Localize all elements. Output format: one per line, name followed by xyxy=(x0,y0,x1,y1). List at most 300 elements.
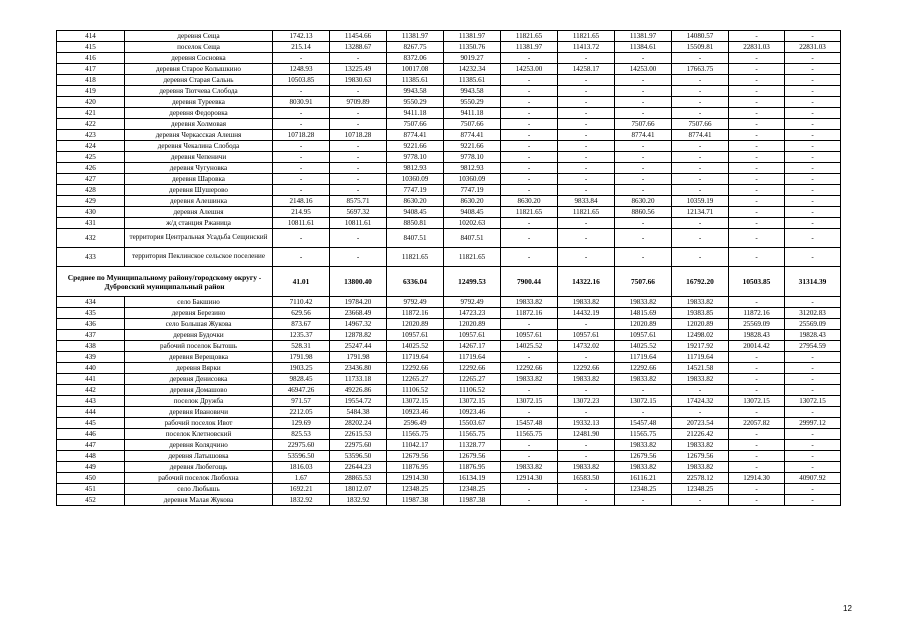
value-cell: 11987.38 xyxy=(387,495,444,506)
value-cell: 19833.82 xyxy=(501,374,558,385)
value-cell: - xyxy=(273,141,330,152)
value-cell: - xyxy=(785,229,841,248)
value-cell: - xyxy=(785,484,841,495)
settlement-name-cell: деревня Малая Жукова xyxy=(125,495,273,506)
value-cell: - xyxy=(558,484,615,495)
value-cell: - xyxy=(729,185,785,196)
settlement-name-cell: деревня Чекалина Слобода xyxy=(125,141,273,152)
value-cell: 2212.05 xyxy=(273,407,330,418)
value-cell: 8407.51 xyxy=(387,229,444,248)
average-row xyxy=(57,267,841,297)
value-cell: 53596.50 xyxy=(273,451,330,462)
value-cell: 10503.85 xyxy=(273,75,330,86)
row-number-cell: 414 xyxy=(57,31,125,42)
table-row xyxy=(57,108,841,119)
value-cell: - xyxy=(330,108,387,119)
value-cell: 9778.10 xyxy=(387,152,444,163)
value-cell: - xyxy=(729,141,785,152)
value-cell: - xyxy=(729,352,785,363)
value-cell: - xyxy=(729,86,785,97)
value-cell: - xyxy=(615,218,672,229)
value-cell: 12679.56 xyxy=(615,451,672,462)
value-cell: - xyxy=(729,248,785,267)
value-cell: - xyxy=(785,108,841,119)
value-cell: 19833.82 xyxy=(615,297,672,308)
value-cell: 19833.82 xyxy=(558,374,615,385)
value-cell: - xyxy=(558,174,615,185)
table-row xyxy=(57,418,841,429)
value-cell: 11381.97 xyxy=(387,31,444,42)
value-cell: 1791.98 xyxy=(330,352,387,363)
value-cell: 19833.82 xyxy=(501,462,558,473)
value-cell: - xyxy=(558,248,615,267)
value-cell: - xyxy=(273,152,330,163)
value-cell: 10718.28 xyxy=(330,130,387,141)
value-cell: - xyxy=(785,429,841,440)
value-cell: - xyxy=(672,152,729,163)
value-cell: 11565.75 xyxy=(501,429,558,440)
table-body-average xyxy=(57,267,841,297)
value-cell: 12292.66 xyxy=(387,363,444,374)
settlement-name-cell: территория Центральная Усадьба Сещинский xyxy=(125,229,273,248)
value-cell: 14025.52 xyxy=(501,341,558,352)
value-cell: 8850.81 xyxy=(387,218,444,229)
value-cell: 11821.65 xyxy=(501,31,558,42)
value-cell: - xyxy=(501,97,558,108)
table-row xyxy=(57,97,841,108)
value-cell: - xyxy=(672,407,729,418)
row-number-cell: 416 xyxy=(57,53,125,64)
average-cell: 10503.85 xyxy=(729,267,785,297)
value-cell: - xyxy=(558,407,615,418)
value-cell: 10718.28 xyxy=(273,130,330,141)
value-cell: 11821.65 xyxy=(444,248,501,267)
value-cell: 10957.61 xyxy=(558,330,615,341)
table-row xyxy=(57,42,841,53)
value-cell: - xyxy=(729,429,785,440)
value-cell: - xyxy=(501,163,558,174)
value-cell: 1832.92 xyxy=(330,495,387,506)
value-cell: - xyxy=(785,462,841,473)
value-cell: - xyxy=(672,185,729,196)
value-cell: - xyxy=(330,248,387,267)
value-cell: 11565.75 xyxy=(444,429,501,440)
value-cell: - xyxy=(785,385,841,396)
value-cell: 528.31 xyxy=(273,341,330,352)
table-row xyxy=(57,352,841,363)
value-cell: - xyxy=(330,86,387,97)
table-row xyxy=(57,86,841,97)
value-cell: - xyxy=(615,108,672,119)
value-cell: 25569.09 xyxy=(785,319,841,330)
settlement-name-cell: деревня Сеща xyxy=(125,31,273,42)
value-cell: 9408.45 xyxy=(387,207,444,218)
value-cell: 14025.52 xyxy=(387,341,444,352)
table-row xyxy=(57,385,841,396)
row-number-cell: 418 xyxy=(57,75,125,86)
row-number-cell: 428 xyxy=(57,185,125,196)
value-cell: - xyxy=(785,451,841,462)
value-cell: 12481.90 xyxy=(558,429,615,440)
settlement-name-cell: деревня Старая Сальнь xyxy=(125,75,273,86)
value-cell: - xyxy=(501,229,558,248)
row-number-cell: 424 xyxy=(57,141,125,152)
value-cell: - xyxy=(558,451,615,462)
value-cell: 11821.65 xyxy=(558,207,615,218)
value-cell: 8774.41 xyxy=(444,130,501,141)
value-cell: - xyxy=(672,97,729,108)
row-number-cell: 442 xyxy=(57,385,125,396)
table-row xyxy=(57,229,841,248)
value-cell: 11385.61 xyxy=(387,75,444,86)
value-cell: - xyxy=(785,407,841,418)
settlement-name-cell: поселок Дружба xyxy=(125,396,273,407)
value-cell: - xyxy=(615,141,672,152)
value-cell: - xyxy=(558,86,615,97)
value-cell: - xyxy=(672,108,729,119)
value-cell: 10359.19 xyxy=(672,196,729,207)
settlement-name-cell: село Любышь xyxy=(125,484,273,495)
value-cell: - xyxy=(558,152,615,163)
settlement-name-cell: деревня Алешня xyxy=(125,207,273,218)
value-cell: - xyxy=(501,185,558,196)
value-cell: 2596.49 xyxy=(387,418,444,429)
value-cell: 19217.92 xyxy=(672,341,729,352)
value-cell: 11381.97 xyxy=(615,31,672,42)
value-cell: 11876.95 xyxy=(444,462,501,473)
value-cell: 19833.82 xyxy=(672,374,729,385)
value-cell: - xyxy=(672,141,729,152)
value-cell: 11381.97 xyxy=(444,31,501,42)
settlement-name-cell: деревня Вярки xyxy=(125,363,273,374)
value-cell: 16583.50 xyxy=(558,473,615,484)
settlement-name-cell: деревня Сосновка xyxy=(125,53,273,64)
value-cell: - xyxy=(501,440,558,451)
value-cell: 11821.65 xyxy=(501,207,558,218)
row-number-cell: 425 xyxy=(57,152,125,163)
value-cell: 7507.66 xyxy=(672,119,729,130)
value-cell: - xyxy=(558,185,615,196)
row-number-cell: 432 xyxy=(57,229,125,248)
value-cell: 8774.41 xyxy=(615,130,672,141)
value-cell: 214.95 xyxy=(273,207,330,218)
average-cell: 41.01 xyxy=(273,267,330,297)
value-cell: 25247.44 xyxy=(330,341,387,352)
value-cell: - xyxy=(729,108,785,119)
value-cell: 9709.89 xyxy=(330,97,387,108)
value-cell: - xyxy=(501,141,558,152)
value-cell: 10957.61 xyxy=(444,330,501,341)
settlement-name-cell: деревня Чугуновка xyxy=(125,163,273,174)
value-cell: 11350.76 xyxy=(444,42,501,53)
value-cell: 14253.00 xyxy=(501,64,558,75)
settlement-name-cell: деревня Шаровка xyxy=(125,174,273,185)
settlement-name-cell: деревня Алешинка xyxy=(125,196,273,207)
value-cell: 10017.08 xyxy=(387,64,444,75)
value-cell: - xyxy=(729,130,785,141)
settlement-name-cell: территория Пеклинское сельское поселение xyxy=(125,248,273,267)
value-cell: - xyxy=(672,75,729,86)
value-cell: - xyxy=(729,363,785,374)
value-cell: 10811.61 xyxy=(273,218,330,229)
value-cell: 13072.15 xyxy=(785,396,841,407)
value-cell: 11565.75 xyxy=(615,429,672,440)
value-cell: 53596.50 xyxy=(330,451,387,462)
value-cell: - xyxy=(785,495,841,506)
value-cell: - xyxy=(785,75,841,86)
value-cell: - xyxy=(501,152,558,163)
value-cell: 11381.97 xyxy=(501,42,558,53)
value-cell: 9550.29 xyxy=(387,97,444,108)
value-cell: 31202.83 xyxy=(785,308,841,319)
cadastral-value-table xyxy=(56,30,841,506)
value-cell: - xyxy=(729,495,785,506)
average-cell: 7507.66 xyxy=(615,267,672,297)
value-cell: 8575.71 xyxy=(330,196,387,207)
table-row xyxy=(57,396,841,407)
settlement-name-cell: деревня Денисовка xyxy=(125,374,273,385)
value-cell: - xyxy=(729,152,785,163)
settlement-name-cell: поселок Сеща xyxy=(125,42,273,53)
value-cell: 28202.24 xyxy=(330,418,387,429)
value-cell: - xyxy=(273,119,330,130)
settlement-name-cell: деревня Любегощь xyxy=(125,462,273,473)
value-cell: - xyxy=(785,174,841,185)
value-cell: 22057.82 xyxy=(729,418,785,429)
value-cell: 9943.58 xyxy=(444,86,501,97)
value-cell: 10957.61 xyxy=(387,330,444,341)
value-cell: - xyxy=(273,86,330,97)
value-cell: 28865.53 xyxy=(330,473,387,484)
value-cell: - xyxy=(273,53,330,64)
value-cell: - xyxy=(558,440,615,451)
value-cell: - xyxy=(785,86,841,97)
value-cell: 15503.67 xyxy=(444,418,501,429)
row-number-cell: 444 xyxy=(57,407,125,418)
value-cell: 12292.66 xyxy=(501,363,558,374)
row-number-cell: 430 xyxy=(57,207,125,218)
value-cell: 13072.15 xyxy=(387,396,444,407)
value-cell: 873.67 xyxy=(273,319,330,330)
value-cell: - xyxy=(785,196,841,207)
row-number-cell: 447 xyxy=(57,440,125,451)
table-row xyxy=(57,218,841,229)
value-cell: - xyxy=(672,53,729,64)
table-body-bottom xyxy=(57,297,841,506)
value-cell: 11565.75 xyxy=(387,429,444,440)
value-cell: - xyxy=(558,218,615,229)
value-cell: 1903.25 xyxy=(273,363,330,374)
table-row xyxy=(57,119,841,130)
value-cell: 12914.30 xyxy=(729,473,785,484)
table-row xyxy=(57,319,841,330)
value-cell: 7747.19 xyxy=(387,185,444,196)
value-cell: 13072.15 xyxy=(615,396,672,407)
table-row xyxy=(57,130,841,141)
value-cell: 1742.13 xyxy=(273,31,330,42)
average-cell: 13800.40 xyxy=(330,267,387,297)
value-cell: 9550.29 xyxy=(444,97,501,108)
value-cell: 21226.42 xyxy=(672,429,729,440)
table-row xyxy=(57,429,841,440)
value-cell: 11821.65 xyxy=(558,31,615,42)
value-cell: - xyxy=(558,53,615,64)
value-cell: 13072.15 xyxy=(501,396,558,407)
table-row xyxy=(57,440,841,451)
value-cell: 9221.66 xyxy=(387,141,444,152)
row-number-cell: 437 xyxy=(57,330,125,341)
value-cell: 14253.00 xyxy=(615,64,672,75)
price-table-sheet xyxy=(56,30,840,506)
value-cell: - xyxy=(785,64,841,75)
value-cell: 22831.03 xyxy=(785,42,841,53)
row-number-cell: 415 xyxy=(57,42,125,53)
row-number-cell: 423 xyxy=(57,130,125,141)
value-cell: 11328.77 xyxy=(444,440,501,451)
value-cell: 22644.23 xyxy=(330,462,387,473)
value-cell: 17424.32 xyxy=(672,396,729,407)
value-cell: 22975.60 xyxy=(330,440,387,451)
value-cell: - xyxy=(558,229,615,248)
value-cell: - xyxy=(729,196,785,207)
value-cell: 19332.13 xyxy=(558,418,615,429)
value-cell: 17663.75 xyxy=(672,64,729,75)
value-cell: - xyxy=(501,174,558,185)
value-cell: 13072.23 xyxy=(558,396,615,407)
value-cell: 971.57 xyxy=(273,396,330,407)
row-number-cell: 438 xyxy=(57,341,125,352)
value-cell: - xyxy=(615,75,672,86)
table-body-top xyxy=(57,31,841,267)
value-cell: 19833.82 xyxy=(672,462,729,473)
value-cell: - xyxy=(672,174,729,185)
average-label: Среднее по Муниципальному району/городскому округу - Дубровский муниципальный район xyxy=(57,267,273,297)
average-cell: 12499.53 xyxy=(444,267,501,297)
value-cell: 11454.66 xyxy=(330,31,387,42)
value-cell: 5697.32 xyxy=(330,207,387,218)
value-cell: - xyxy=(785,141,841,152)
average-cell: 7900.44 xyxy=(501,267,558,297)
value-cell: - xyxy=(330,119,387,130)
value-cell: 15457.48 xyxy=(501,418,558,429)
value-cell: 40907.92 xyxy=(785,473,841,484)
table-row xyxy=(57,363,841,374)
page-number: 12 xyxy=(843,604,852,613)
settlement-name-cell: деревня Ивановичи xyxy=(125,407,273,418)
settlement-name-cell: деревня Колядчино xyxy=(125,440,273,451)
value-cell: 19833.82 xyxy=(558,462,615,473)
table-row xyxy=(57,451,841,462)
value-cell: 10923.46 xyxy=(444,407,501,418)
table-row xyxy=(57,163,841,174)
settlement-name-cell: село Бакшино xyxy=(125,297,273,308)
value-cell: 13072.15 xyxy=(444,396,501,407)
settlement-name-cell: деревня Федоровка xyxy=(125,108,273,119)
value-cell: - xyxy=(558,495,615,506)
row-number-cell: 441 xyxy=(57,374,125,385)
value-cell: - xyxy=(672,218,729,229)
row-number-cell: 417 xyxy=(57,64,125,75)
row-number-cell: 449 xyxy=(57,462,125,473)
value-cell: - xyxy=(501,385,558,396)
value-cell: - xyxy=(501,119,558,130)
value-cell: - xyxy=(615,229,672,248)
value-cell: - xyxy=(729,163,785,174)
value-cell: 9943.58 xyxy=(387,86,444,97)
value-cell: 1248.93 xyxy=(273,64,330,75)
value-cell: 16116.21 xyxy=(615,473,672,484)
settlement-name-cell: деревня Черкасская Алешня xyxy=(125,130,273,141)
value-cell: 12292.66 xyxy=(444,363,501,374)
value-cell: - xyxy=(501,319,558,330)
table-row xyxy=(57,484,841,495)
value-cell: 8407.51 xyxy=(444,229,501,248)
value-cell: - xyxy=(330,163,387,174)
settlement-name-cell: деревня Тютчева Слобода xyxy=(125,86,273,97)
value-cell: 11385.61 xyxy=(444,75,501,86)
value-cell: 12020.89 xyxy=(444,319,501,330)
value-cell: - xyxy=(501,108,558,119)
value-cell: 12914.30 xyxy=(387,473,444,484)
value-cell: - xyxy=(785,363,841,374)
value-cell: 1791.98 xyxy=(273,352,330,363)
value-cell: 19833.82 xyxy=(558,297,615,308)
table-row xyxy=(57,473,841,484)
settlement-name-cell: рабочий поселок Любохна xyxy=(125,473,273,484)
value-cell: 14267.17 xyxy=(444,341,501,352)
value-cell: 8030.91 xyxy=(273,97,330,108)
value-cell: 14815.69 xyxy=(615,308,672,319)
value-cell: 7747.19 xyxy=(444,185,501,196)
value-cell: - xyxy=(558,385,615,396)
value-cell: - xyxy=(615,174,672,185)
value-cell: 12020.89 xyxy=(615,319,672,330)
row-number-cell: 426 xyxy=(57,163,125,174)
value-cell: 7110.42 xyxy=(273,297,330,308)
value-cell: - xyxy=(785,130,841,141)
row-number-cell: 436 xyxy=(57,319,125,330)
value-cell: 12348.25 xyxy=(672,484,729,495)
value-cell: - xyxy=(729,229,785,248)
value-cell: - xyxy=(729,440,785,451)
value-cell: - xyxy=(501,484,558,495)
value-cell: - xyxy=(672,385,729,396)
table-row xyxy=(57,141,841,152)
value-cell: 7507.66 xyxy=(444,119,501,130)
value-cell: 14723.23 xyxy=(444,308,501,319)
value-cell: 12498.02 xyxy=(672,330,729,341)
value-cell: 19828.43 xyxy=(729,330,785,341)
value-cell: - xyxy=(273,174,330,185)
value-cell: 9411.18 xyxy=(387,108,444,119)
table-row xyxy=(57,495,841,506)
settlement-name-cell: рабочий поселок Бытошь xyxy=(125,341,273,352)
value-cell: - xyxy=(273,248,330,267)
average-cell: 6336.04 xyxy=(387,267,444,297)
value-cell: 12265.27 xyxy=(444,374,501,385)
value-cell: - xyxy=(785,163,841,174)
value-cell: - xyxy=(785,207,841,218)
value-cell: 10202.63 xyxy=(444,218,501,229)
value-cell: 14967.32 xyxy=(330,319,387,330)
settlement-name-cell: деревня Верещовка xyxy=(125,352,273,363)
value-cell: - xyxy=(672,229,729,248)
value-cell: 8860.56 xyxy=(615,207,672,218)
value-cell: - xyxy=(615,385,672,396)
settlement-name-cell: деревня Туреевка xyxy=(125,97,273,108)
table-row xyxy=(57,308,841,319)
value-cell: 10957.61 xyxy=(615,330,672,341)
